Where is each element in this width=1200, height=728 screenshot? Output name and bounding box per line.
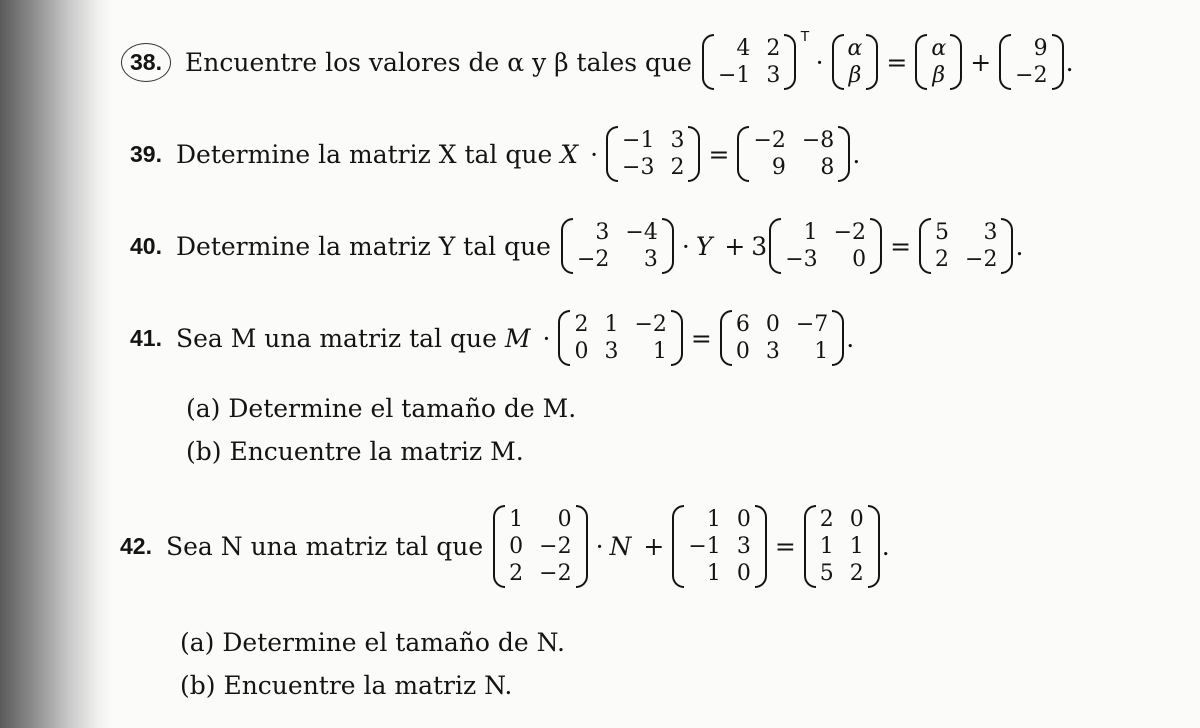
left-paren	[919, 218, 931, 274]
matrix-entries	[570, 310, 670, 366]
matrix-entry: 1	[509, 507, 524, 532]
problem-number: 39.	[130, 140, 162, 167]
left-paren	[493, 505, 505, 588]
problem-number: 42.	[120, 533, 152, 559]
left-paren	[915, 34, 927, 90]
matrix-entry: 3	[983, 220, 998, 245]
matrix-m1	[558, 310, 682, 366]
left-paren	[769, 218, 781, 274]
variable-x: X	[560, 139, 579, 169]
matrix-entry: β	[848, 63, 862, 88]
matrix-entry: 8	[820, 155, 835, 180]
matrix-m1	[702, 34, 796, 90]
problem-text: Sea N una matriz tal que	[165, 532, 484, 561]
page-shadow	[0, 0, 112, 728]
matrix-m1	[493, 505, 587, 588]
right-paren	[832, 310, 844, 366]
problem-text: Encuentre los valores de α y β tales que	[184, 47, 692, 77]
problem-text: Sea M una matriz tal que	[175, 323, 497, 353]
matrix-entry: 2	[849, 561, 864, 586]
matrix-entry: −3	[785, 247, 818, 272]
right-paren	[688, 126, 700, 182]
matrix-entry: −2	[1015, 63, 1048, 88]
problem-42-part-b: (b) Encuentre la matriz N.	[180, 671, 513, 700]
matrix-entry: 3	[736, 534, 751, 559]
matrix-entry: 2	[670, 155, 685, 180]
period: .	[1065, 47, 1074, 77]
matrix-entry: 5	[819, 561, 834, 586]
period: .	[1015, 231, 1024, 261]
matrix-entry: 2	[574, 312, 589, 337]
matrix-entry: 2	[509, 561, 524, 586]
equals-sign: =	[774, 532, 796, 561]
matrix-entry: −2	[833, 220, 867, 245]
scalar: 3	[751, 231, 768, 261]
matrix-entry: 9	[771, 155, 786, 180]
matrix-entry: 0	[852, 247, 867, 272]
period: .	[852, 139, 861, 169]
matrix-entries	[573, 218, 662, 274]
variable-m: M	[504, 323, 531, 353]
matrix-entry: −2	[965, 247, 998, 272]
dot-operator: ·	[815, 47, 824, 77]
matrix-entries	[931, 218, 1001, 274]
right-paren	[671, 310, 683, 366]
matrix-m1	[606, 126, 700, 182]
matrix-entry: −2	[753, 128, 786, 153]
matrix-entry: −2	[539, 534, 572, 559]
matrix-entry: −1	[688, 534, 721, 559]
matrix-entry: α	[931, 36, 947, 61]
matrix-rhs	[919, 218, 1013, 274]
matrix-entries	[1011, 34, 1051, 90]
matrix-entry: 1	[706, 561, 721, 586]
equals-sign: =	[708, 139, 730, 169]
vector-alpha-beta	[832, 34, 879, 90]
right-paren	[1001, 218, 1013, 274]
transpose-mark: T	[800, 28, 810, 45]
matrix-m2	[672, 505, 766, 588]
right-paren	[576, 505, 588, 588]
plus-sign: +	[724, 231, 746, 261]
matrix-entry: 0	[557, 507, 572, 532]
problem-42-part-a: (a) Determine el tamaño de N.	[180, 628, 565, 657]
period: .	[846, 323, 855, 353]
equals-sign: =	[690, 323, 712, 353]
matrix-entry: −3	[622, 155, 655, 180]
matrix-entries	[749, 126, 838, 182]
matrix-entry: 2	[819, 507, 834, 532]
problem-number: 40.	[130, 232, 162, 259]
matrix-entry: −1	[622, 128, 655, 153]
matrix-entry: 0	[736, 507, 751, 532]
matrix-entry: 1	[814, 339, 829, 364]
matrix-entry: 0	[849, 507, 864, 532]
problem-41-part-a: (a) Determine el tamaño de M.	[186, 394, 577, 423]
problem-number: 41.	[130, 324, 162, 351]
left-paren	[832, 34, 844, 90]
right-paren	[784, 34, 796, 90]
right-paren	[662, 218, 674, 274]
matrix-entry: 1	[849, 534, 864, 559]
matrix-entry: −7	[795, 312, 829, 337]
matrix-entries	[714, 34, 784, 90]
matrix-entry: α	[847, 36, 863, 61]
left-paren	[804, 505, 816, 588]
left-paren	[999, 34, 1011, 90]
matrix-entry: 6	[735, 312, 750, 337]
right-paren	[838, 126, 850, 182]
dot-operator: ·	[542, 323, 551, 353]
matrix-entry: 1	[819, 534, 834, 559]
matrix-entry: 0	[509, 534, 524, 559]
plus-sign: +	[970, 47, 992, 77]
matrix-entries	[781, 218, 870, 274]
matrix-entry: −8	[801, 128, 835, 153]
right-paren	[868, 505, 880, 588]
matrix-entry: 0	[765, 312, 780, 337]
right-paren	[870, 218, 882, 274]
left-paren	[561, 218, 573, 274]
matrix-entry: 3	[604, 339, 619, 364]
matrix-entry: 0	[735, 339, 750, 364]
matrix-entry: 5	[935, 220, 950, 245]
matrix-entries	[732, 310, 832, 366]
problem-41-part-b: (b) Encuentre la matriz M.	[186, 437, 524, 466]
problem-41	[130, 310, 854, 366]
matrix-m1	[561, 218, 674, 274]
matrix-entry: −2	[576, 247, 610, 272]
left-paren	[737, 126, 749, 182]
matrix-entries	[505, 505, 575, 588]
matrix-entry: 3	[765, 339, 780, 364]
plus-sign: +	[643, 532, 665, 561]
left-paren	[558, 310, 570, 366]
matrix-m2	[769, 218, 882, 274]
matrix-entry: 3	[670, 128, 685, 153]
right-paren	[755, 505, 767, 588]
matrix-entry: 0	[574, 339, 589, 364]
dot-operator: ·	[590, 139, 599, 169]
matrix-entry: 9	[1033, 36, 1048, 61]
matrix-entry: −4	[625, 220, 658, 245]
matrix-entries	[816, 505, 868, 588]
left-paren	[702, 34, 714, 90]
problem-text: Determine la matriz Y tal que	[175, 231, 551, 261]
matrix-entry: −1	[717, 63, 751, 88]
matrix-entry: 3	[766, 63, 781, 88]
variable-y: Y	[695, 231, 713, 261]
matrix-entries	[684, 505, 754, 588]
matrix-entry: 4	[736, 36, 751, 61]
right-paren	[866, 34, 878, 90]
matrix-entry: 2	[935, 247, 950, 272]
problem-38	[130, 28, 1074, 90]
period: .	[881, 532, 890, 561]
dot-operator: ·	[681, 231, 690, 261]
matrix-entry: −2	[634, 312, 667, 337]
matrix-entry: 1	[604, 312, 619, 337]
matrix-entry: β	[932, 63, 946, 88]
problem-42	[120, 505, 890, 588]
vector-constant	[999, 34, 1063, 90]
left-paren	[672, 505, 684, 588]
matrix-rhs	[720, 310, 844, 366]
matrix-rhs	[804, 505, 880, 588]
matrix-entry: 3	[643, 247, 658, 272]
problem-40	[130, 218, 1023, 274]
equals-sign: =	[890, 231, 912, 261]
matrix-entries	[927, 34, 950, 90]
left-paren	[720, 310, 732, 366]
matrix-entries	[844, 34, 867, 90]
matrix-entry: −2	[539, 561, 572, 586]
right-paren	[1052, 34, 1064, 90]
matrix-entry: 0	[736, 561, 751, 586]
equals-sign: =	[886, 47, 908, 77]
matrix-entry: 1	[803, 220, 818, 245]
problem-39	[130, 126, 860, 182]
matrix-entry: 1	[706, 507, 721, 532]
matrix-entry: 2	[766, 36, 781, 61]
vector-alpha-beta-rhs	[915, 34, 962, 90]
matrix-entries	[618, 126, 688, 182]
matrix-entry: 3	[595, 220, 610, 245]
problem-text: Determine la matriz X tal que	[175, 139, 553, 169]
right-paren	[950, 34, 962, 90]
left-paren	[606, 126, 618, 182]
matrix-rhs	[737, 126, 850, 182]
matrix-entry: 1	[652, 339, 667, 364]
dot-operator: ·	[595, 532, 604, 561]
problem-number: 38.	[121, 43, 171, 82]
variable-n: N	[609, 532, 632, 561]
